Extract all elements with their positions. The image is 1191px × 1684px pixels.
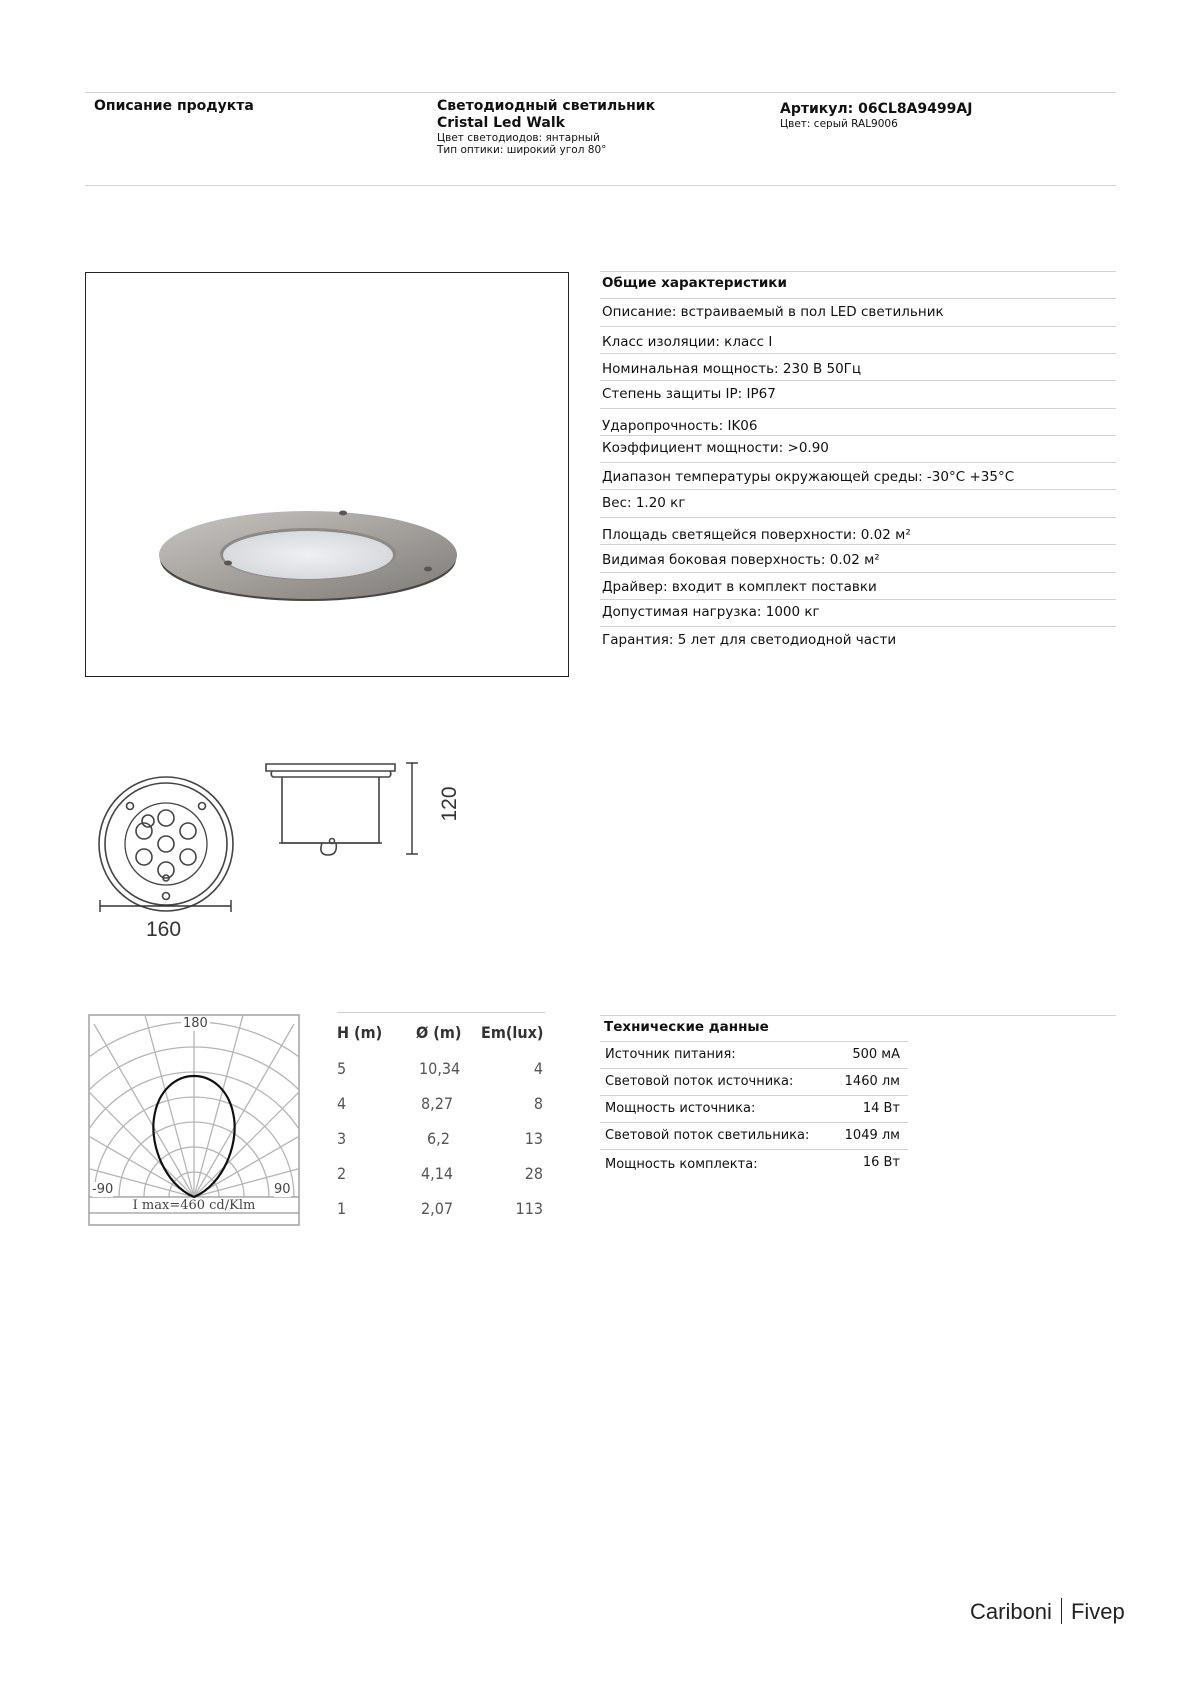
tech-value: 16 Вт xyxy=(862,1155,900,1170)
polar-grid xyxy=(88,1014,300,1226)
tech-rule xyxy=(600,1122,908,1123)
gen-rule xyxy=(600,408,1116,409)
photometric-row-height: 1 xyxy=(337,1199,347,1218)
gen-temperature: Диапазон температуры окружающей среды: -30°C +35°C xyxy=(602,469,1015,485)
gen-power-factor: Коэффициент мощности: >0.90 xyxy=(602,440,829,456)
top-view-drawing xyxy=(99,777,233,911)
photometric-row-diameter: 8,27 xyxy=(421,1094,454,1113)
gen-weight: Вес: 1.20 кг xyxy=(602,495,686,511)
gen-rule xyxy=(600,626,1116,627)
tech-value: 14 Вт xyxy=(862,1101,900,1116)
photometric-row-illuminance: 8 xyxy=(533,1094,543,1113)
polar-imax: I max=460 cd/Klm xyxy=(132,1198,256,1213)
photometric-row-height: 5 xyxy=(337,1059,347,1078)
tech-value: 1460 лм xyxy=(844,1074,900,1089)
polar-diagram xyxy=(88,1014,300,1226)
photometric-header-illuminance: Em(lux) xyxy=(481,1023,544,1042)
brand-name-fivep: Fivep xyxy=(1070,1599,1125,1624)
brand-name-cariboni: Cariboni xyxy=(970,1599,1052,1624)
product-photo-frame xyxy=(85,272,569,677)
photometric-row-illuminance: 113 xyxy=(515,1199,543,1218)
tech-label: Мощность комплекта: xyxy=(605,1157,758,1172)
photometric-row-diameter: 6,2 xyxy=(427,1129,450,1148)
article-number: Артикул: 06CL8A9499AJ xyxy=(780,101,973,117)
photometric-row-illuminance: 13 xyxy=(524,1129,543,1148)
tech-rule xyxy=(600,1068,908,1069)
product-title-block xyxy=(437,98,655,156)
gen-rule xyxy=(600,353,1116,354)
section-label: Описание продукта xyxy=(94,98,254,114)
product-type: Светодиодный светильник xyxy=(437,98,656,114)
tech-value: 500 мА xyxy=(852,1047,900,1062)
gen-rule xyxy=(600,380,1116,381)
product-color: Цвет: серый RAL9006 xyxy=(780,118,898,130)
brand-separator xyxy=(1061,1598,1062,1624)
gen-rule xyxy=(600,326,1116,327)
tech-rule-top xyxy=(600,1015,1116,1016)
header-top-rule xyxy=(85,92,1116,93)
gen-rule-top xyxy=(600,271,1116,272)
gen-power: Номинальная мощность: 230 В 50Гц xyxy=(602,361,862,377)
tech-rule xyxy=(600,1149,908,1150)
gen-rule xyxy=(600,435,1116,436)
height-dimension-line xyxy=(406,763,418,854)
side-view-drawing xyxy=(266,764,395,855)
gen-side-area: Видимая боковая поверхность: 0.02 м² xyxy=(602,552,880,568)
product-name: Cristal Led Walk xyxy=(437,115,565,131)
photometric-row-diameter: 10,34 xyxy=(419,1059,461,1078)
photometric-row-illuminance: 4 xyxy=(533,1059,543,1078)
gen-rule xyxy=(600,572,1116,573)
gen-rule xyxy=(600,517,1116,518)
tech-label: Мощность источника: xyxy=(605,1101,756,1116)
gen-ip: Степень защиты IP: IP67 xyxy=(602,386,776,402)
photometric-row-height: 2 xyxy=(337,1164,347,1183)
gen-warranty: Гарантия: 5 лет для светодиодной части xyxy=(602,632,897,648)
photometric-row-illuminance: 28 xyxy=(524,1164,543,1183)
optics-type: Тип оптики: широкий угол 80° xyxy=(437,144,607,156)
photometric-row-diameter: 2,07 xyxy=(421,1199,454,1218)
led-color: Цвет светодиодов: янтарный xyxy=(437,132,600,144)
tech-title: Технические данные xyxy=(604,1019,769,1035)
gen-driver: Драйвер: входит в комплект поставки xyxy=(602,579,877,595)
gen-description: Описание: встраиваемый в пол LED светильник xyxy=(602,304,944,320)
polar-angle-top: 180 xyxy=(183,1016,208,1031)
tech-label: Световой поток источника: xyxy=(605,1074,794,1089)
gen-luminous-area: Площадь светящейся поверхности: 0.02 м² xyxy=(602,527,911,543)
tech-label: Световой поток светильника: xyxy=(605,1128,810,1143)
gen-load: Допустимая нагрузка: 1000 кг xyxy=(602,604,820,620)
polar-angle-right: 90 xyxy=(274,1182,291,1197)
gen-rule xyxy=(600,544,1116,545)
photometric-row-height: 3 xyxy=(337,1129,347,1148)
polar-angle-left: -90 xyxy=(92,1182,114,1197)
brand-logo xyxy=(970,1598,1125,1625)
gen-rule xyxy=(600,489,1116,490)
gen-rule xyxy=(600,462,1116,463)
photometric-row-height: 4 xyxy=(337,1094,347,1113)
general-title: Общие характеристики xyxy=(602,275,787,291)
tech-label: Источник питания: xyxy=(605,1047,736,1062)
gen-impact: Ударопрочность: IK06 xyxy=(602,418,758,434)
product-photo xyxy=(86,273,567,675)
header-bottom-rule xyxy=(85,185,1116,186)
photometric-header-height: H (m) xyxy=(337,1023,383,1042)
photometric-rule xyxy=(337,1012,545,1013)
gen-rule xyxy=(600,298,1116,299)
diameter-label: 160 xyxy=(146,918,182,941)
article-block xyxy=(780,101,972,130)
photometric-row-diameter: 4,14 xyxy=(421,1164,454,1183)
gen-insulation: Класс изоляции: класс I xyxy=(602,334,773,350)
tech-rule xyxy=(600,1095,908,1096)
gen-rule xyxy=(600,599,1116,600)
tech-rule xyxy=(600,1041,908,1042)
tech-value: 1049 лм xyxy=(844,1128,900,1143)
photometric-header-diameter: Ø (m) xyxy=(416,1023,462,1042)
height-label: 120 xyxy=(438,786,461,822)
